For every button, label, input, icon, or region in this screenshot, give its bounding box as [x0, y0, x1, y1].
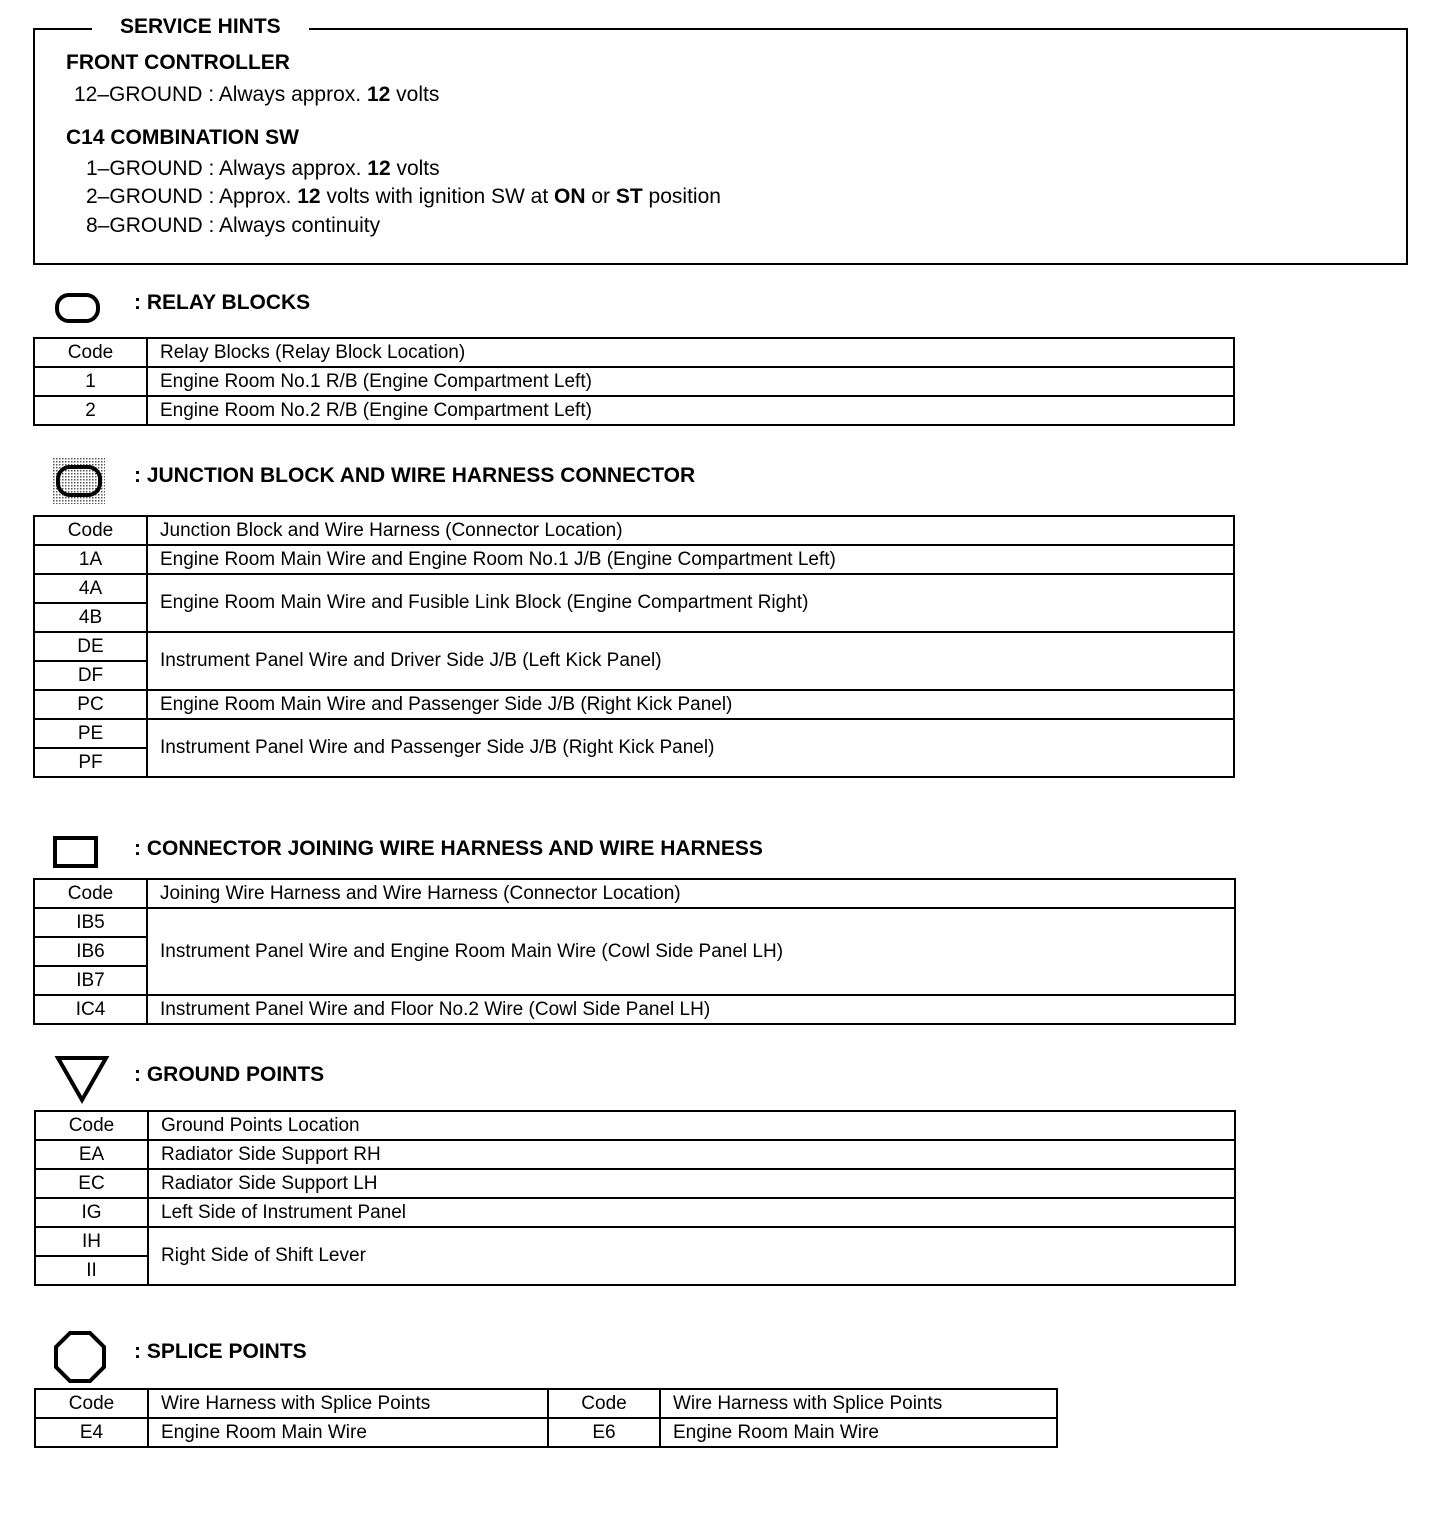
- table-row: [34, 908, 1235, 937]
- code-cell: EC: [35, 1169, 148, 1198]
- combination-sw-hint-2: 2–GROUND : Approx. 12 volts with ignition SW at ON or ST position: [86, 185, 721, 208]
- shaded-rounded-rectangle-icon: [53, 458, 105, 504]
- table-row: [35, 1140, 1235, 1169]
- code-header: Code: [35, 1111, 148, 1140]
- description-cell: Engine Room Main Wire and Passenger Side J/B (Right Kick Panel): [147, 690, 1234, 719]
- description-header: Junction Block and Wire Harness (Connector Location): [147, 516, 1234, 545]
- table-row: [34, 690, 1234, 719]
- relay-blocks-heading: : RELAY BLOCKS: [134, 291, 311, 314]
- ground-points-table: [34, 1110, 1236, 1286]
- description-cell: Engine Room Main Wire and Fusible Link Block (Engine Compartment Right): [147, 574, 1234, 632]
- table-header-row: [34, 338, 1234, 367]
- table-row: [34, 367, 1234, 396]
- table-header-row: [34, 516, 1234, 545]
- connector-heading: : CONNECTOR JOINING WIRE HARNESS AND WIRE HARNESS: [134, 837, 763, 860]
- code-cell: EA: [35, 1140, 148, 1169]
- code-cell: PE: [34, 719, 147, 748]
- combination-sw-heading: C14 COMBINATION SW: [66, 126, 299, 149]
- description-cell: Engine Room Main Wire: [148, 1418, 548, 1447]
- description-cell: Radiator Side Support RH: [148, 1140, 1235, 1169]
- combination-sw-hint-3: 8–GROUND : Always continuity: [86, 214, 381, 237]
- table-row: [34, 632, 1234, 661]
- code-cell: IB7: [34, 966, 147, 995]
- combination-sw-hint-1: 1–GROUND : Always approx. 12 volts: [86, 157, 440, 180]
- code-header: Code: [35, 1389, 148, 1418]
- description-cell: Instrument Panel Wire and Engine Room Main Wire (Cowl Side Panel LH): [147, 908, 1235, 995]
- code-header: Code: [548, 1389, 660, 1418]
- code-cell: E4: [35, 1418, 148, 1447]
- rounded-rectangle-icon: [54, 290, 102, 326]
- code-header: Code: [34, 879, 147, 908]
- code-cell: IC4: [34, 995, 147, 1024]
- description-header: Wire Harness with Splice Points: [660, 1389, 1057, 1418]
- description-cell: Right Side of Shift Lever: [148, 1227, 1235, 1285]
- code-cell: IH: [35, 1227, 148, 1256]
- description-header: Joining Wire Harness and Wire Harness (Connector Location): [147, 879, 1235, 908]
- code-cell: E6: [548, 1418, 660, 1447]
- table-row: [34, 574, 1234, 603]
- code-cell: II: [35, 1256, 148, 1285]
- code-header: Code: [34, 338, 147, 367]
- code-cell: 4B: [34, 603, 147, 632]
- code-cell: 1A: [34, 545, 147, 574]
- table-header-row: [34, 879, 1235, 908]
- description-cell: Engine Room No.2 R/B (Engine Compartment Left): [147, 396, 1234, 425]
- description-cell: Engine Room No.1 R/B (Engine Compartment Left): [147, 367, 1234, 396]
- description-cell: Engine Room Main Wire and Engine Room No.1 J/B (Engine Compartment Left): [147, 545, 1234, 574]
- table-row: [34, 545, 1234, 574]
- description-header: Ground Points Location: [148, 1111, 1235, 1140]
- junction-block-table: [33, 515, 1235, 778]
- table-header-row: [35, 1389, 1057, 1418]
- description-header: Relay Blocks (Relay Block Location): [147, 338, 1234, 367]
- table-row: [35, 1198, 1235, 1227]
- code-cell: PF: [34, 748, 147, 777]
- splice-points-heading: : SPLICE POINTS: [134, 1340, 307, 1363]
- front-controller-heading: FRONT CONTROLLER: [66, 51, 290, 74]
- ground-points-heading: : GROUND POINTS: [134, 1063, 325, 1086]
- splice-points-table: [34, 1388, 1058, 1448]
- description-cell: Instrument Panel Wire and Floor No.2 Wire (Cowl Side Panel LH): [147, 995, 1235, 1024]
- description-cell: Radiator Side Support LH: [148, 1169, 1235, 1198]
- table-row: [35, 1227, 1235, 1256]
- front-controller-hint-1: 12–GROUND : Always approx. 12 volts: [74, 83, 440, 106]
- code-cell: 2: [34, 396, 147, 425]
- code-cell: IB5: [34, 908, 147, 937]
- junction-block-heading: : JUNCTION BLOCK AND WIRE HARNESS CONNECTOR: [134, 464, 696, 487]
- code-cell: DE: [34, 632, 147, 661]
- code-cell: IG: [35, 1198, 148, 1227]
- service-hints-title: SERVICE HINTS: [92, 14, 309, 40]
- table-row: [34, 719, 1234, 748]
- table-row: [34, 396, 1234, 425]
- rectangle-icon: [52, 834, 100, 870]
- code-cell: DF: [34, 661, 147, 690]
- code-cell: 4A: [34, 574, 147, 603]
- table-row: [35, 1418, 1057, 1447]
- code-header: Code: [34, 516, 147, 545]
- table-row: [35, 1169, 1235, 1198]
- table-row: [34, 995, 1235, 1024]
- description-header: Wire Harness with Splice Points: [148, 1389, 548, 1418]
- description-cell: Left Side of Instrument Panel: [148, 1198, 1235, 1227]
- code-cell: PC: [34, 690, 147, 719]
- table-header-row: [35, 1111, 1235, 1140]
- inverted-triangle-icon: [53, 1053, 111, 1105]
- code-cell: 1: [34, 367, 147, 396]
- description-cell: Instrument Panel Wire and Passenger Side J/B (Right Kick Panel): [147, 719, 1234, 777]
- code-cell: IB6: [34, 937, 147, 966]
- octagon-icon: [53, 1330, 107, 1384]
- relay-blocks-table: [33, 337, 1235, 426]
- connector-table: [33, 878, 1236, 1025]
- description-cell: Engine Room Main Wire: [660, 1418, 1057, 1447]
- description-cell: Instrument Panel Wire and Driver Side J/B (Left Kick Panel): [147, 632, 1234, 690]
